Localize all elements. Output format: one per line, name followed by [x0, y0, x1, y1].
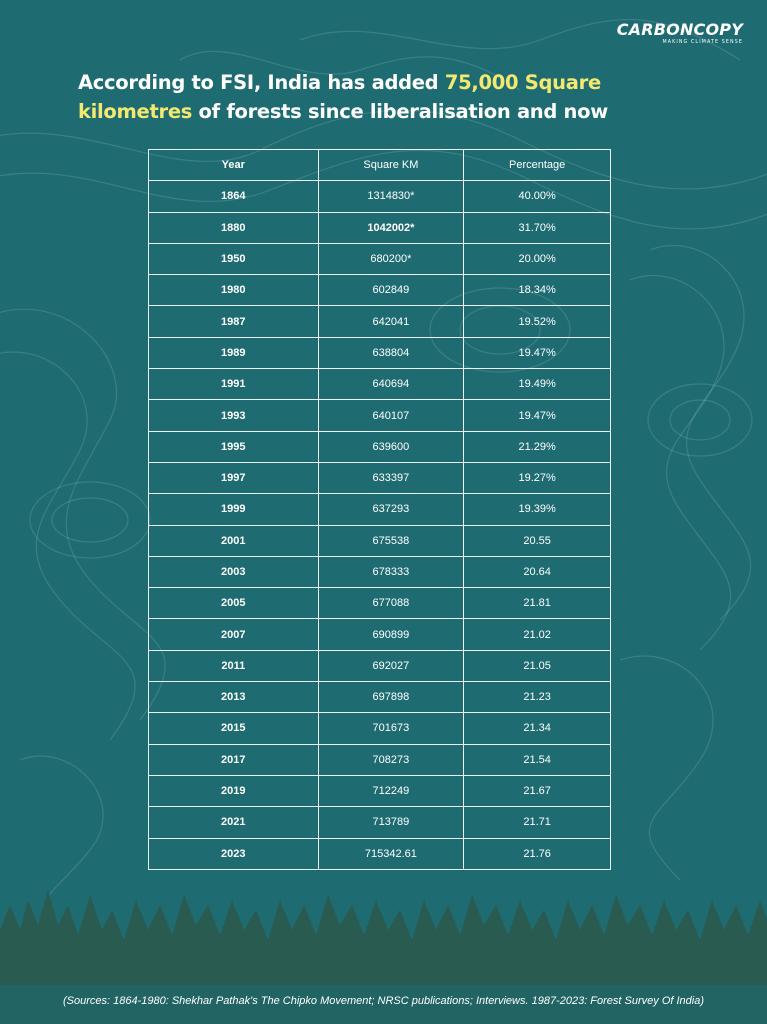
headline-before: According to FSI, India has added	[78, 71, 445, 94]
table-row	[149, 619, 611, 650]
year-cell: 2023	[149, 838, 319, 869]
percentage-cell: 19.47%	[464, 337, 611, 368]
table-row	[149, 243, 611, 274]
percentage-cell: 21.76	[464, 838, 611, 869]
year-cell: 2011	[149, 650, 319, 681]
table-row	[149, 525, 611, 556]
table-row	[149, 744, 611, 775]
year-cell: 1950	[149, 243, 319, 274]
year-cell: 1999	[149, 494, 319, 525]
year-cell: 2017	[149, 744, 319, 775]
square-km-cell: 640694	[318, 369, 464, 400]
square-km-cell: 1042002*	[318, 212, 464, 243]
year-cell: 2005	[149, 588, 319, 619]
brand-logo	[617, 20, 743, 45]
square-km-cell: 690899	[318, 619, 464, 650]
year-cell: 1987	[149, 306, 319, 337]
percentage-cell: 19.49%	[464, 369, 611, 400]
table-row	[149, 713, 611, 744]
table-row	[149, 400, 611, 431]
percentage-cell: 21.34	[464, 713, 611, 744]
header-square-km: Square KM	[318, 150, 464, 181]
percentage-cell: 21.54	[464, 744, 611, 775]
year-cell: 1980	[149, 275, 319, 306]
year-cell: 2019	[149, 775, 319, 806]
headline-highlight: 75,000 Square kilometres	[78, 71, 601, 123]
year-cell: 2013	[149, 682, 319, 713]
percentage-cell: 20.64	[464, 556, 611, 587]
year-cell: 1993	[149, 400, 319, 431]
table-row	[149, 462, 611, 493]
square-km-cell: 678333	[318, 556, 464, 587]
square-km-cell: 708273	[318, 744, 464, 775]
year-cell: 1864	[149, 181, 319, 212]
header-year: Year	[149, 150, 319, 181]
square-km-cell: 1314830*	[318, 181, 464, 212]
table-row	[149, 682, 611, 713]
source-note: (Sources: 1864-1980: Shekhar Pathak's The Chipko Movement; NRSC publications; Interviews. 1987-2023: Forest Survey Of India)	[62, 995, 705, 1007]
square-km-cell: 640107	[318, 400, 464, 431]
table-row	[149, 181, 611, 212]
percentage-cell: 21.05	[464, 650, 611, 681]
table-row	[149, 650, 611, 681]
percentage-cell: 31.70%	[464, 212, 611, 243]
table-row	[149, 212, 611, 243]
year-cell: 1995	[149, 431, 319, 462]
square-km-cell: 680200*	[318, 243, 464, 274]
table-row	[149, 775, 611, 806]
year-cell: 2007	[149, 619, 319, 650]
percentage-cell: 20.00%	[464, 243, 611, 274]
year-cell: 2003	[149, 556, 319, 587]
square-km-cell: 638804	[318, 337, 464, 368]
square-km-cell: 712249	[318, 775, 464, 806]
table-header-row	[149, 150, 611, 181]
square-km-cell: 633397	[318, 462, 464, 493]
table-row	[149, 306, 611, 337]
percentage-cell: 19.52%	[464, 306, 611, 337]
year-cell: 2021	[149, 807, 319, 838]
table-row	[149, 807, 611, 838]
percentage-cell: 40.00%	[464, 181, 611, 212]
percentage-cell: 19.39%	[464, 494, 611, 525]
square-km-cell: 677088	[318, 588, 464, 619]
percentage-cell: 21.71	[464, 807, 611, 838]
square-km-cell: 715342.61	[318, 838, 464, 869]
year-cell: 1997	[149, 462, 319, 493]
percentage-cell: 18.34%	[464, 275, 611, 306]
percentage-cell: 21.23	[464, 682, 611, 713]
forest-cover-table	[148, 149, 611, 870]
year-cell: 1991	[149, 369, 319, 400]
percentage-cell: 20.55	[464, 525, 611, 556]
square-km-cell: 602849	[318, 275, 464, 306]
logo-name: CARBONCOPY	[616, 20, 743, 39]
square-km-cell: 639600	[318, 431, 464, 462]
square-km-cell: 713789	[318, 807, 464, 838]
year-cell: 1880	[149, 212, 319, 243]
percentage-cell: 19.27%	[464, 462, 611, 493]
square-km-cell: 697898	[318, 682, 464, 713]
percentage-cell: 21.02	[464, 619, 611, 650]
table-row	[149, 337, 611, 368]
percentage-cell: 21.29%	[464, 431, 611, 462]
percentage-cell: 21.67	[464, 775, 611, 806]
headline	[78, 68, 718, 126]
logo-tagline: MAKING CLIMATE SENSE	[662, 40, 743, 45]
header-percentage: Percentage	[464, 150, 611, 181]
table-row	[149, 431, 611, 462]
headline-after: of forests since liberalisation and now	[192, 100, 608, 123]
square-km-cell: 675538	[318, 525, 464, 556]
table-row	[149, 556, 611, 587]
square-km-cell: 692027	[318, 650, 464, 681]
table-row	[149, 369, 611, 400]
table-row	[149, 588, 611, 619]
year-cell: 2001	[149, 525, 319, 556]
percentage-cell: 21.81	[464, 588, 611, 619]
table-row	[149, 494, 611, 525]
square-km-cell: 701673	[318, 713, 464, 744]
percentage-cell: 19.47%	[464, 400, 611, 431]
year-cell: 1989	[149, 337, 319, 368]
year-cell: 2015	[149, 713, 319, 744]
square-km-cell: 642041	[318, 306, 464, 337]
table-row	[149, 838, 611, 869]
table-row	[149, 275, 611, 306]
square-km-cell: 637293	[318, 494, 464, 525]
